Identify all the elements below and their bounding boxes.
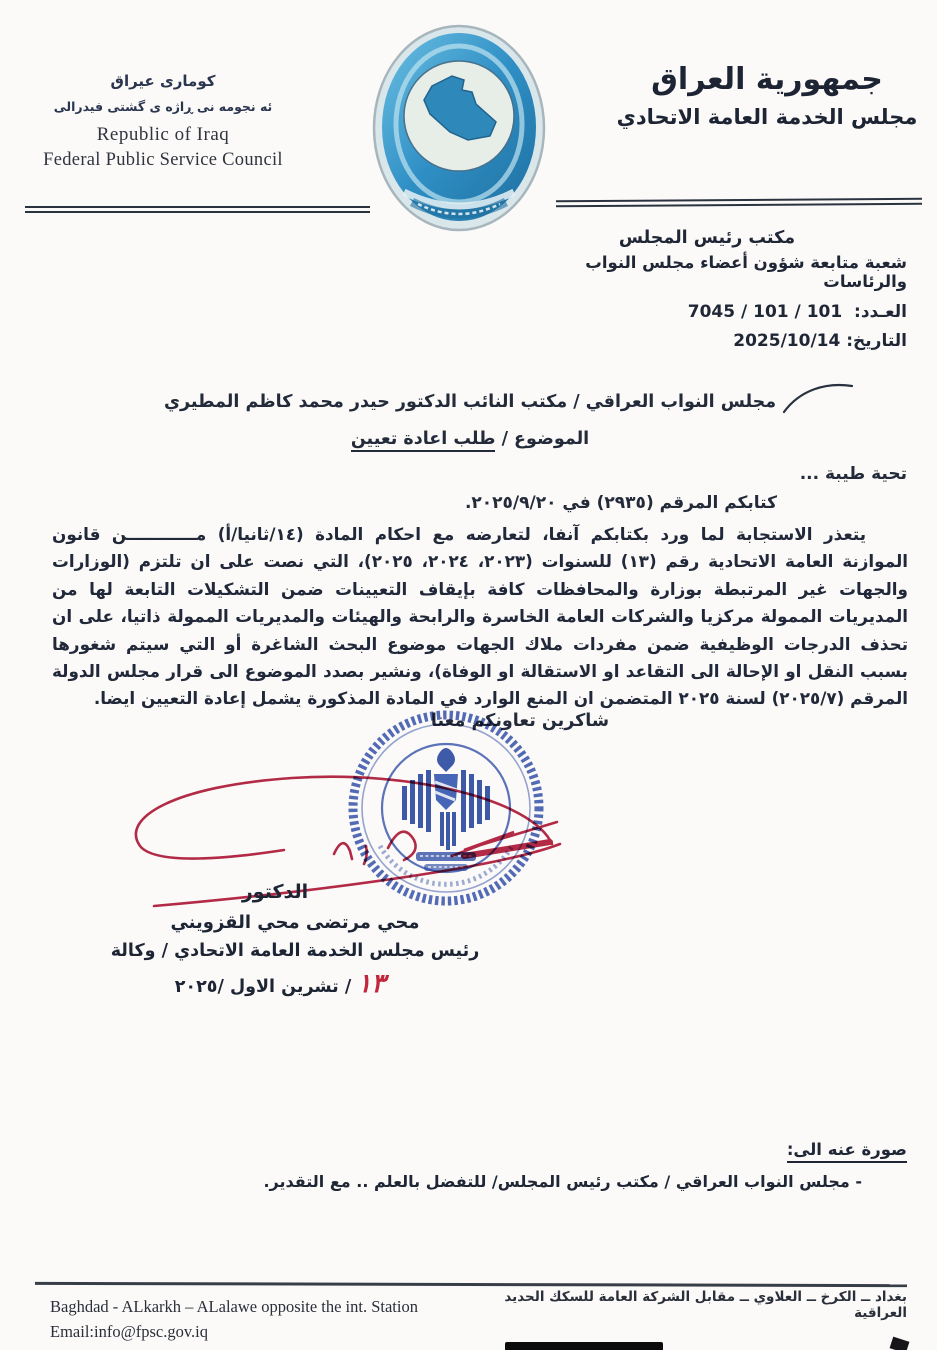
addressee-line: مجلس النواب العراقي / مكتب النائب الدكتور حيدر محمد كاظم المطيري — [163, 392, 777, 412]
kurdish-title-line1: كوماری عيراق — [110, 72, 216, 90]
signature-block — [55, 881, 535, 999]
footer-email: Email:info@fpsc.gov.iq — [50, 1322, 209, 1341]
date-label: التاريخ: — [846, 331, 907, 351]
scan-artifact-mark — [890, 1337, 910, 1350]
office-block — [507, 228, 907, 351]
footer-address-arabic: بغداد ــ الكرخ ــ العلاوي ــ مقابل الشركة العامة للسكك الحديد العراقية — [504, 1289, 907, 1321]
cc-item: - مجلس النواب العراقي / مكتب رئيس المجلس/ للتفضل بالعلم .. مع التقدير. — [263, 1172, 862, 1191]
scan-artifact-bar — [505, 1342, 663, 1350]
signature-date-line — [55, 969, 505, 999]
header-rule-right — [556, 198, 922, 208]
subject-value: طلب اعادة تعيين — [351, 429, 496, 452]
reference-line: كتابكم المرقم (٢٩٣٥) في ٢٠٢٥/٩/٢٠. — [464, 493, 777, 513]
letter-number-line — [507, 302, 907, 322]
header-right-block — [612, 62, 922, 129]
letter-body — [52, 521, 908, 713]
signer-title: الدكتور — [241, 881, 309, 903]
office-title: مكتب رئيس المجلس — [618, 228, 796, 248]
kurdish-title-line2: ئه نجومه نی ڕاژه ی گشتی فیدرالی — [53, 99, 273, 114]
subject-line — [60, 429, 880, 452]
council-emblem-logo — [372, 24, 547, 236]
number-label: العـدد: — [854, 302, 907, 322]
english-title-line2: Federal Public Service Council — [43, 150, 283, 170]
arabic-council-title: مجلس الخدمة العامة الاتحادي — [616, 105, 918, 129]
letter-date-line — [507, 331, 907, 351]
division-title: شعبة متابعة شؤون أعضاء مجلس النواب والرئاسات — [585, 253, 907, 291]
signature-date-rest: / تشرين الاول /٢٠٢٥ — [174, 977, 358, 997]
footer-address-english: Baghdad - ALkarkh – ALalawe opposite the int. Station — [50, 1297, 418, 1316]
letter-body-paragraph: يتعذر الاستجابة لما ورد بكتابكم آنفا، لتعارضه مع احكام المادة (١٤/ثانيا/أ) مــــــــــــن قانون الموازنة العامة الاتحادية رقم (١٣) للسنوات (٢٠٢٣، ٢٠٢٤، ٢٠٢٥)، التي نصت على ان تلتزم (الوزارات والجهات غير المرتبطة بوزارة والمحافظات كافة بإيقاف التعيينات ضمن التشكيلات التابعة لها من المديريات الممولة مركزيا والشركات العامة الخاسرة والرابحة والهيئات والمديريات الممولة ذاتيا، على ان تحذف الدرجات الوظيفية ضمن مفردات ملاك الجهات موضوع البحث الشاغرة أو التي سيتم شغورها بسبب النقل او الإحالة الى التقاعد او الاستقالة او الوفاة)، ونشير بصدد الموضوع الى قرار مجلس الدولة المرقم (٢٠٢٥/٧) لسنة ٢٠٢٥ المتضمن ان المنع الوارد في المادة المذكورة يشمل إعادة التعيين ايضا. — [52, 524, 908, 709]
subject-label: الموضوع / — [495, 429, 590, 449]
header-rule-left — [25, 206, 370, 213]
handwritten-day: ١٣ — [357, 969, 386, 999]
closing-line: شاكرين تعاونكم معنا — [430, 711, 610, 731]
council-emblem-icon — [372, 24, 547, 236]
footer-rule — [35, 1282, 907, 1287]
english-title-line1: Republic of Iraq — [96, 124, 230, 145]
header-left-block — [28, 72, 298, 171]
number-value: 101 / 101 / 7045 — [687, 302, 843, 322]
signer-name: محي مرتضى محي القزويني — [170, 912, 420, 933]
date-value: 2025/10/14 — [733, 331, 841, 351]
greeting-line: تحية طيبة ... — [799, 464, 907, 484]
signer-position: رئيس مجلس الخدمة العامة الاتحادي / وكالة — [110, 941, 480, 961]
cc-label: صورة عنه الى: — [787, 1140, 907, 1163]
cc-section — [30, 1140, 907, 1191]
arabic-country-title: جمهورية العراق — [651, 62, 883, 97]
